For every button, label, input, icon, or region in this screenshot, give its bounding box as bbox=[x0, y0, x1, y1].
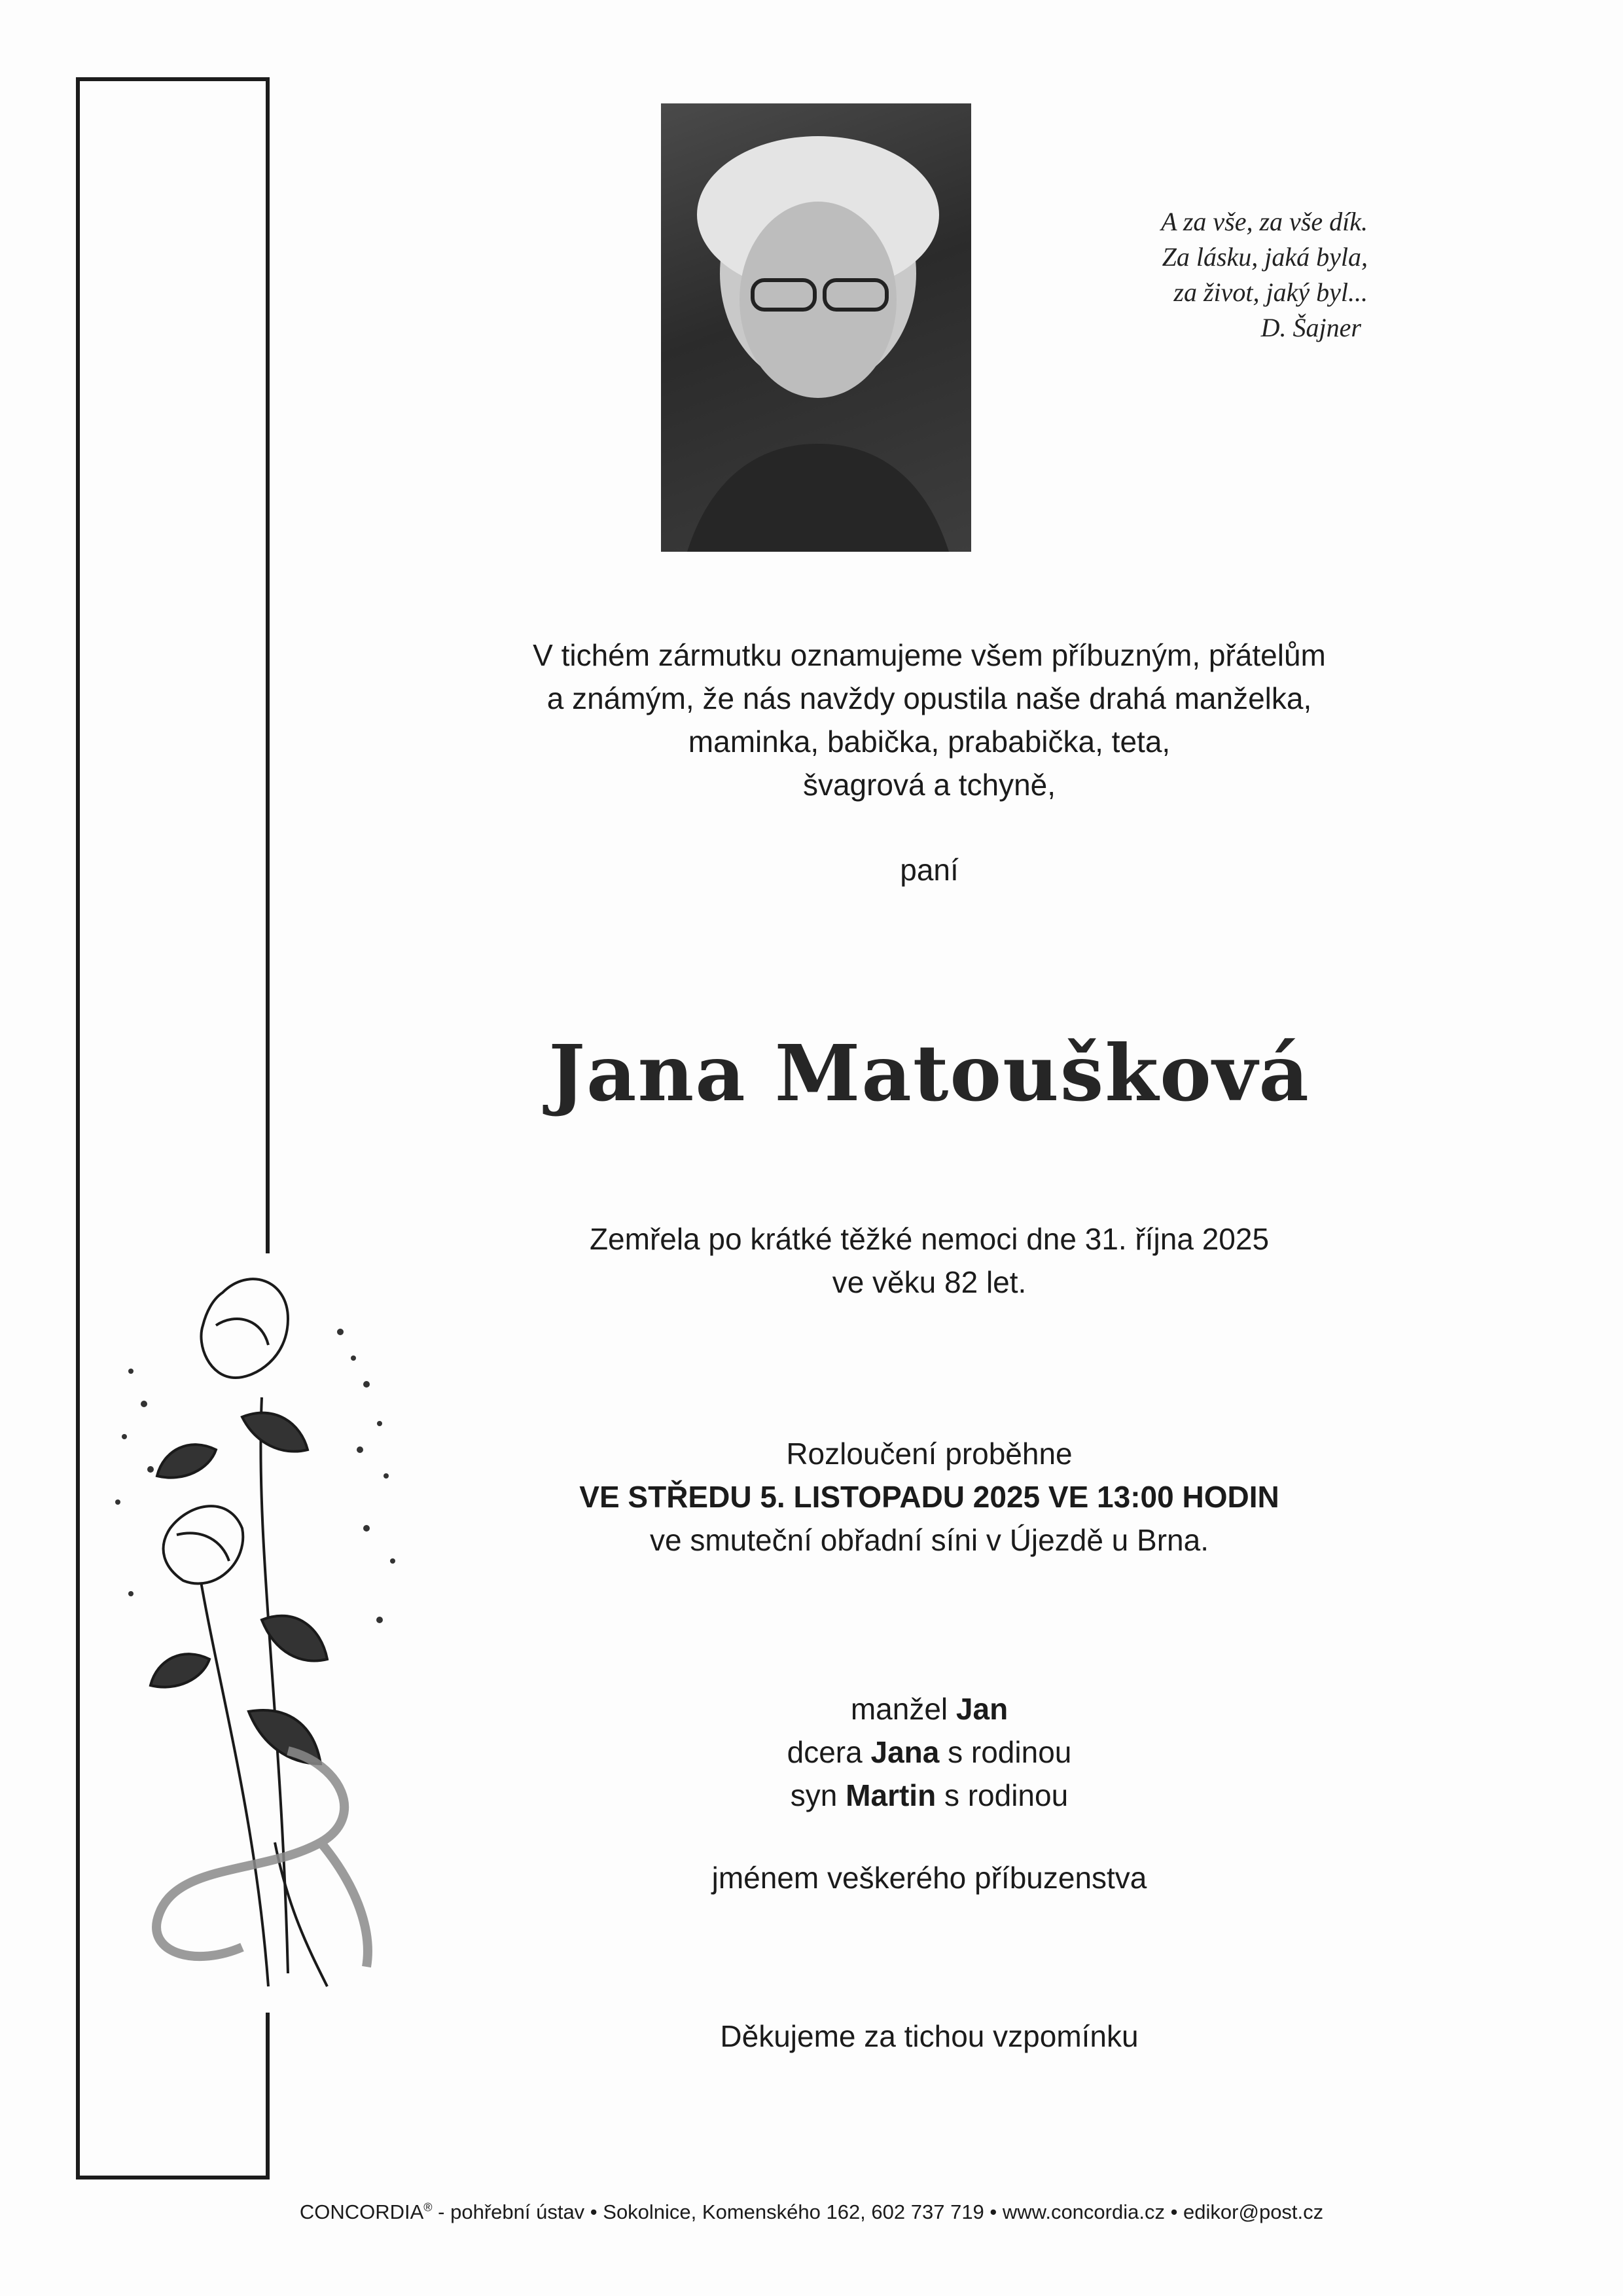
on-behalf-line: jménem veškerého příbuzenstva bbox=[711, 1861, 1147, 1895]
farewell-date-time: VE STŘEDU 5. LISTOPADU 2025 VE 13:00 HODIN bbox=[579, 1480, 1279, 1514]
mourner-suffix: s rodinou bbox=[939, 1735, 1072, 1769]
intro-line-1: V tichém zármutku oznamujeme všem příbuzným, přátelům bbox=[533, 638, 1326, 672]
farewell-place: ve smuteční obřadní síni v Újezdě u Brna. bbox=[650, 1523, 1209, 1557]
farewell-info bbox=[406, 1432, 1453, 1562]
mourner-suffix: s rodinou bbox=[936, 1778, 1069, 1812]
intro-line-2: a známým, že nás navždy opustila naše drahá manželka, bbox=[546, 681, 1312, 715]
death-info bbox=[406, 1217, 1453, 1304]
footer-brand: CONCORDIA bbox=[299, 2200, 424, 2223]
mourner-relation: dcera bbox=[787, 1735, 871, 1769]
quote-author: D. Šajner bbox=[1260, 313, 1361, 342]
mourners-list bbox=[406, 1687, 1453, 1817]
intro-line-3: maminka, babička, prababička, teta, bbox=[688, 725, 1171, 759]
mourner-daughter bbox=[406, 1731, 1453, 1774]
announcement-intro bbox=[406, 634, 1453, 806]
footer-contact: - pohřební ústav • Sokolnice, Komenského 162, 602 737 719 • www.concordia.cz • edikor@post.cz bbox=[432, 2200, 1324, 2223]
quote-line-2: Za lásku, jaká byla, bbox=[1162, 242, 1368, 272]
funeral-service-footer bbox=[0, 2200, 1623, 2224]
mourner-name: Martin bbox=[846, 1778, 936, 1812]
deceased-name: Jana Matoušková bbox=[548, 1028, 1310, 1119]
mourner-son bbox=[406, 1774, 1453, 1817]
mourner-name: Jan bbox=[955, 1692, 1008, 1726]
portrait-photo bbox=[661, 103, 971, 552]
footer-reg-mark: ® bbox=[423, 2200, 433, 2214]
title-pani: paní bbox=[900, 853, 959, 887]
rose-illustration bbox=[92, 1253, 432, 2013]
memorial-quote bbox=[1021, 204, 1368, 346]
intro-line-4: švagrová a tchyně, bbox=[802, 768, 1056, 802]
mourner-relation: manžel bbox=[850, 1692, 956, 1726]
death-date-line: Zemřela po krátké těžké nemoci dne 31. října 2025 bbox=[589, 1222, 1270, 1256]
thanks-line: Děkujeme za tichou vzpomínku bbox=[720, 2019, 1139, 2053]
farewell-intro: Rozloučení proběhne bbox=[786, 1437, 1073, 1471]
mourner-husband bbox=[406, 1687, 1453, 1731]
mourner-relation: syn bbox=[790, 1778, 846, 1812]
quote-line-1: A za vše, za vše dík. bbox=[1161, 207, 1368, 236]
age-line: ve věku 82 let. bbox=[832, 1265, 1027, 1299]
quote-line-3: za život, jaký byl... bbox=[1173, 278, 1368, 307]
portrait-silhouette bbox=[661, 103, 971, 552]
mourner-name: Jana bbox=[870, 1735, 940, 1769]
